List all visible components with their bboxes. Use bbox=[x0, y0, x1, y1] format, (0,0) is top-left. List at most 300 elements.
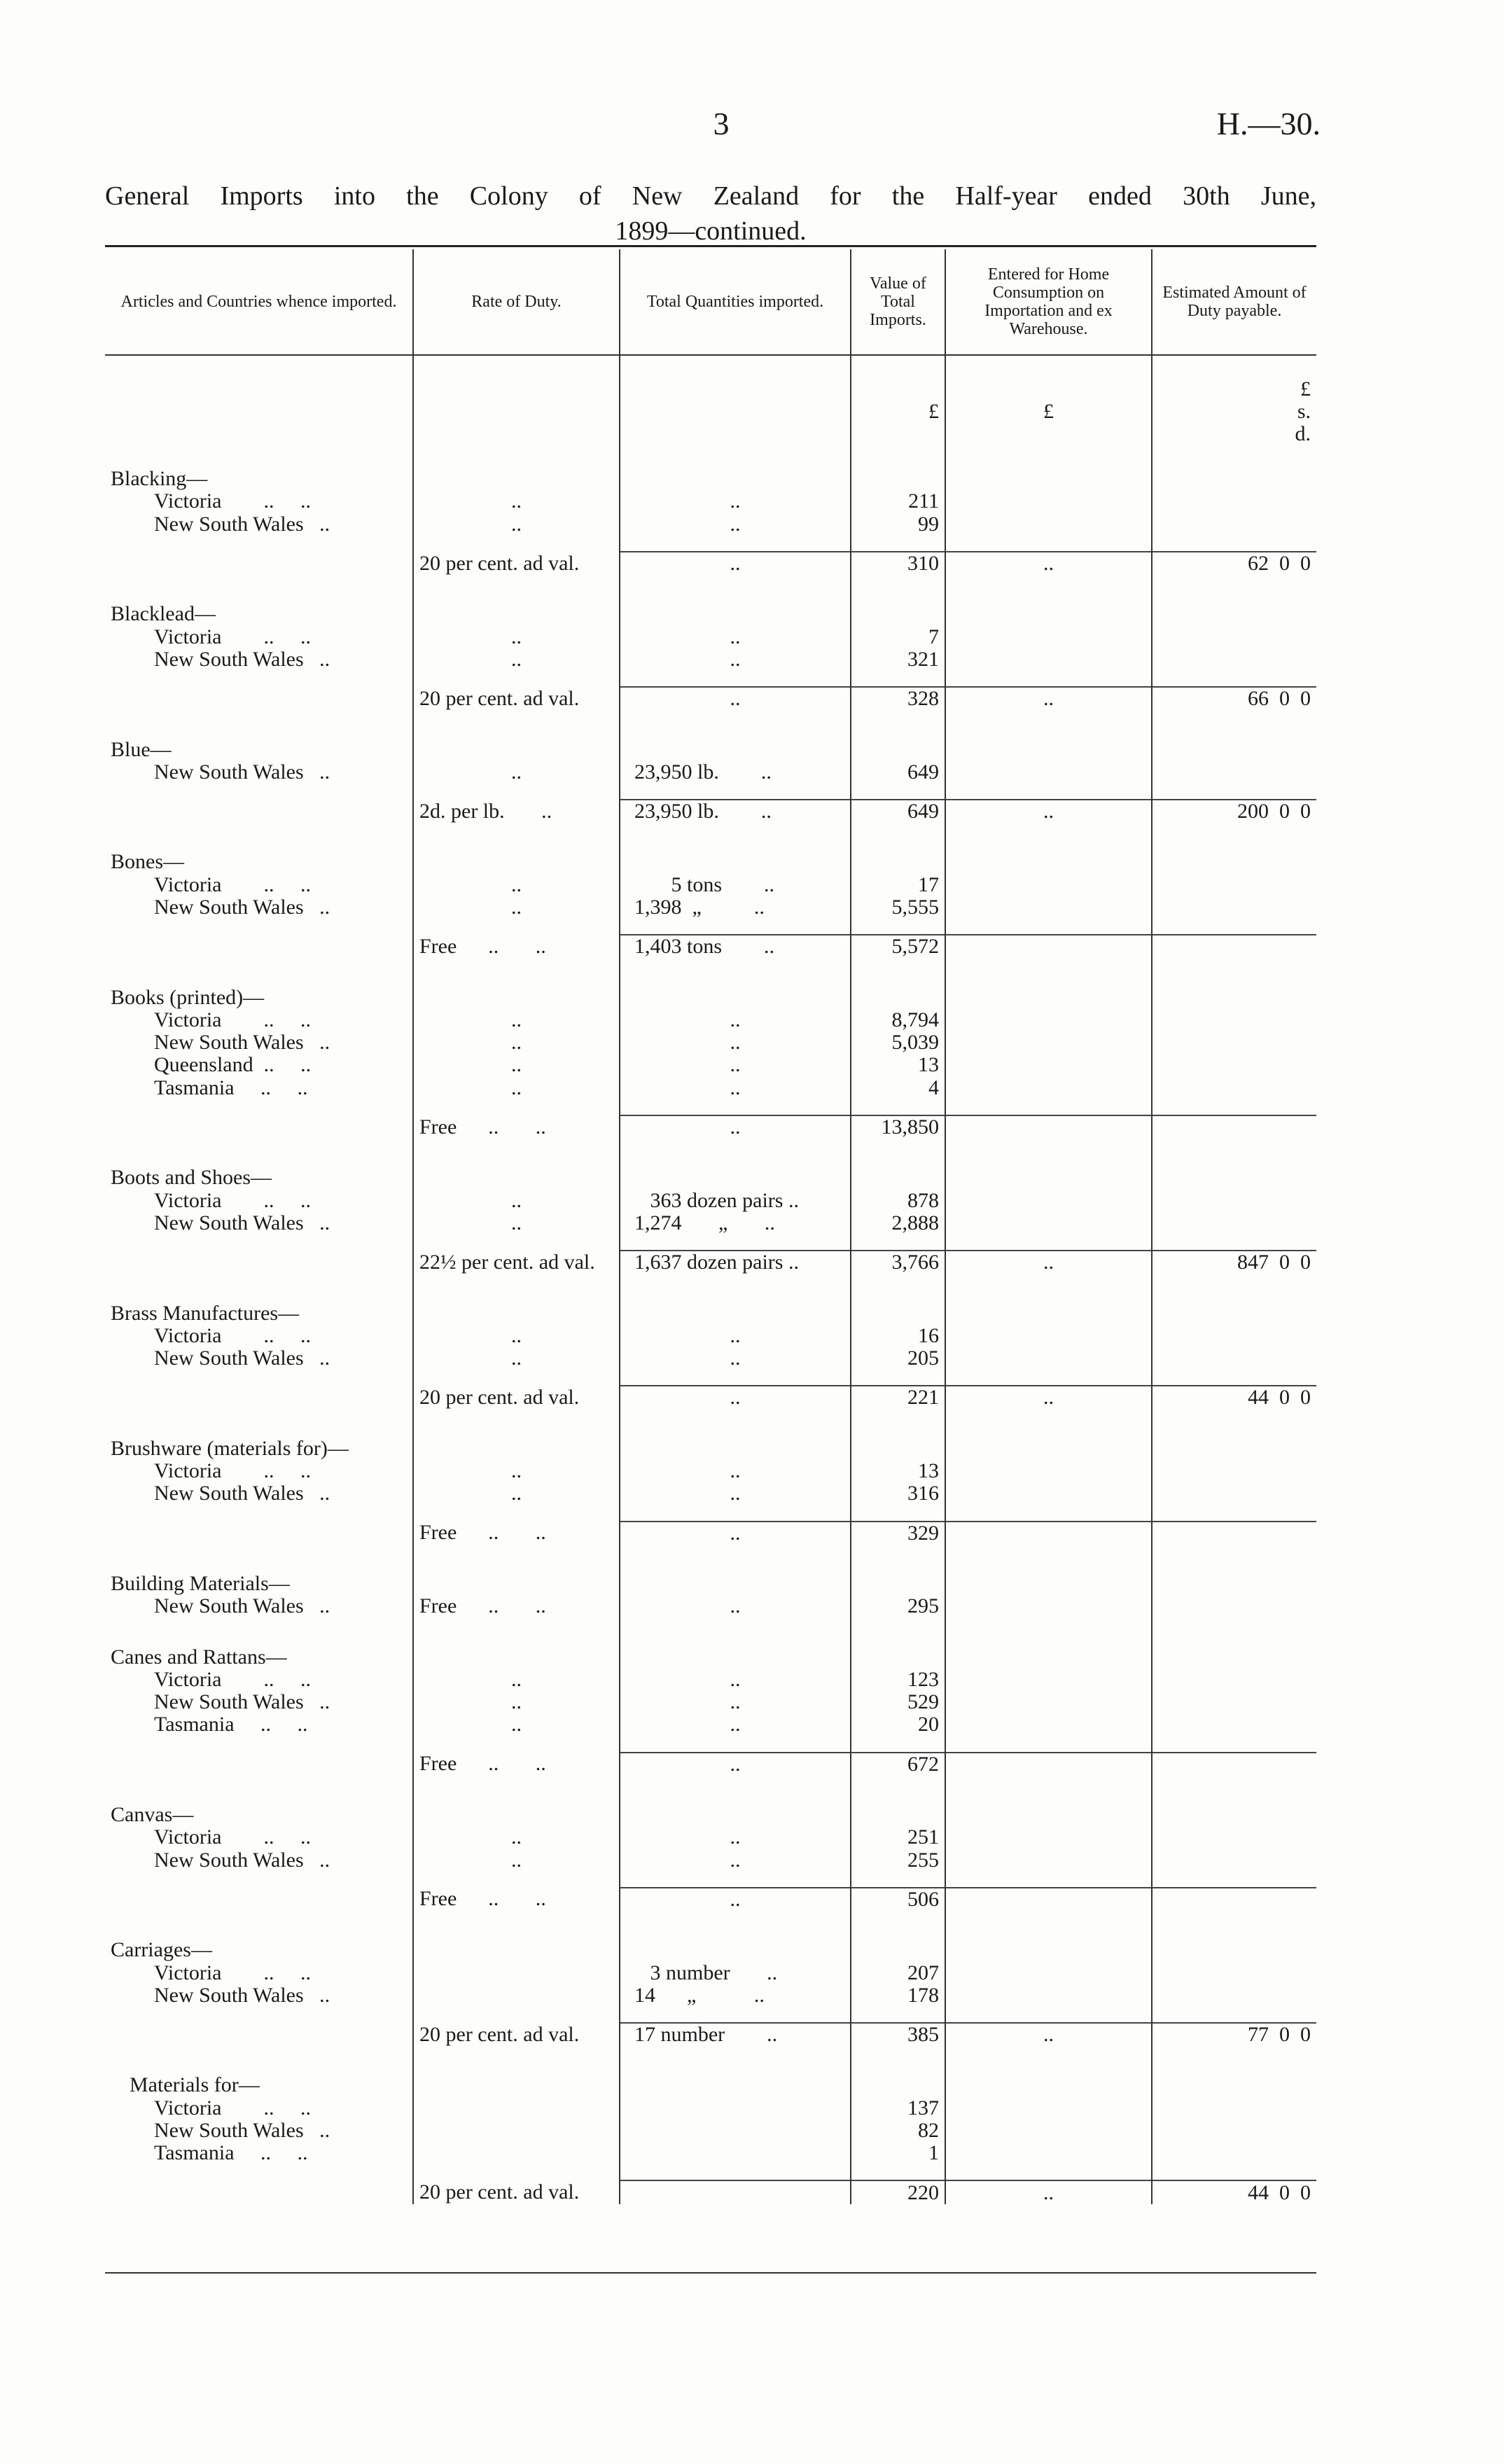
cell-value bbox=[851, 536, 945, 552]
title-line-2: 1899—continued. bbox=[615, 216, 807, 246]
cell-entered bbox=[945, 1054, 1152, 1076]
cell-article: Victoria .. .. bbox=[154, 2096, 311, 2120]
cell-value: 2,888 bbox=[851, 1212, 945, 1234]
cell-value: 316 bbox=[851, 1482, 945, 1505]
cell-article: New South Wales .. bbox=[154, 2118, 330, 2142]
category-row bbox=[105, 1804, 1316, 1826]
cell-article: New South Wales .. bbox=[154, 1482, 330, 1505]
cell-article: Tasmania .. .. bbox=[154, 1076, 308, 1099]
cell-duty bbox=[1152, 2046, 1316, 2074]
category-row bbox=[105, 1302, 1316, 1324]
cell-value: 220 bbox=[851, 2180, 945, 2204]
cell-rate: .. bbox=[413, 1054, 620, 1076]
cell-rate bbox=[413, 784, 620, 800]
cell-quantity bbox=[620, 1274, 851, 1302]
cell-entered bbox=[945, 1505, 1152, 1522]
imports-table bbox=[105, 249, 1316, 2204]
cell-quantity: .. bbox=[620, 1826, 851, 1849]
cell-rate bbox=[413, 1645, 620, 1668]
cell-article: Brushware (materials for)— bbox=[111, 1436, 349, 1460]
cell-quantity bbox=[620, 851, 851, 873]
cell-article: Building Materials— bbox=[111, 1571, 290, 1595]
cell-quantity bbox=[620, 1234, 851, 1251]
cell-value bbox=[851, 1410, 945, 1438]
cell-duty bbox=[1152, 958, 1316, 986]
cell-rate: .. bbox=[413, 1482, 620, 1505]
country-row bbox=[105, 490, 1316, 513]
cell-duty bbox=[1152, 738, 1316, 760]
cell-article bbox=[105, 2164, 413, 2180]
cell-entered: .. bbox=[945, 2180, 1152, 2204]
cell-article bbox=[105, 1505, 413, 1522]
cell-rate: .. bbox=[413, 896, 620, 919]
cell-quantity bbox=[620, 958, 851, 986]
cell-rate bbox=[413, 468, 620, 490]
cell-value: 251 bbox=[851, 1826, 945, 1849]
cell-value bbox=[851, 2046, 945, 2074]
cell-duty bbox=[1152, 513, 1316, 536]
cell-quantity: .. bbox=[620, 1691, 851, 1713]
subcategory-row bbox=[105, 2074, 1316, 2096]
cell-duty: 77 0 0 bbox=[1152, 2023, 1316, 2046]
cell-duty bbox=[1152, 1325, 1316, 1347]
page-number: 3 bbox=[713, 106, 730, 141]
country-row bbox=[105, 1031, 1316, 1054]
cell-rate bbox=[413, 919, 620, 935]
row-gap bbox=[105, 1234, 1316, 1251]
cell-value bbox=[851, 1505, 945, 1522]
cell-duty bbox=[1152, 761, 1316, 784]
cell-rate bbox=[413, 1984, 620, 2007]
cell-value: 255 bbox=[851, 1849, 945, 1871]
cell-entered bbox=[945, 2046, 1152, 2074]
cell-quantity bbox=[620, 1872, 851, 1888]
cell-article: Victoria .. .. bbox=[154, 489, 311, 513]
cell-value bbox=[851, 1872, 945, 1888]
country-row bbox=[105, 2097, 1316, 2120]
country-row bbox=[105, 1347, 1316, 1370]
cell-duty: 200 0 0 bbox=[1152, 800, 1316, 823]
cell-rate bbox=[413, 1911, 620, 1939]
cell-quantity: 14 „ .. bbox=[620, 1984, 851, 2007]
cell-rate bbox=[413, 1776, 620, 1804]
cell-rate bbox=[413, 1302, 620, 1324]
cell-article: New South Wales .. bbox=[154, 760, 330, 784]
cell-value: 506 bbox=[851, 1888, 945, 1911]
cell-quantity: 23,950 lb. .. bbox=[620, 761, 851, 784]
country-row bbox=[105, 874, 1316, 896]
cell-article bbox=[105, 1139, 413, 1167]
cell-duty bbox=[1152, 1115, 1316, 1139]
cell-entered bbox=[945, 1595, 1152, 1617]
cell-value bbox=[851, 1370, 945, 1386]
cell-entered: .. bbox=[945, 800, 1152, 823]
cell-entered bbox=[945, 1804, 1152, 1826]
cell-entered bbox=[945, 575, 1152, 603]
cell-quantity: 17 number .. bbox=[620, 2023, 851, 2046]
cell-quantity: .. bbox=[620, 687, 851, 710]
cell-entered bbox=[945, 784, 1152, 800]
row-spacer bbox=[105, 710, 1316, 738]
cell-value bbox=[851, 784, 945, 800]
total-row bbox=[105, 552, 1316, 575]
cell-rate: .. bbox=[413, 1713, 620, 1736]
cell-duty bbox=[1152, 1139, 1316, 1167]
title-line-1: General Imports into the Colony of New Zealand for the Half-year ended 30th June, bbox=[105, 181, 1316, 211]
cell-entered: .. bbox=[945, 687, 1152, 710]
cell-duty bbox=[1152, 1961, 1316, 1984]
cell-rate: .. bbox=[413, 761, 620, 784]
cell-entered bbox=[945, 874, 1152, 896]
cell-duty bbox=[1152, 1872, 1316, 1888]
cell-value bbox=[851, 1617, 945, 1645]
country-row bbox=[105, 1826, 1316, 1849]
cell-duty bbox=[1152, 1370, 1316, 1386]
cell-rate: 20 per cent. ad val. bbox=[413, 2180, 620, 2204]
cell-value bbox=[851, 1736, 945, 1753]
cell-duty bbox=[1152, 1804, 1316, 1826]
cell-duty bbox=[1152, 1939, 1316, 1961]
cell-value: 672 bbox=[851, 1753, 945, 1776]
cell-duty bbox=[1152, 490, 1316, 513]
cell-quantity bbox=[620, 1505, 851, 1522]
cell-rate bbox=[413, 603, 620, 625]
cell-rate bbox=[413, 1573, 620, 1595]
cell-article bbox=[105, 1776, 413, 1804]
cell-article bbox=[105, 1099, 413, 1115]
cell-duty: 66 0 0 bbox=[1152, 687, 1316, 710]
cell-quantity: 363 dozen pairs .. bbox=[620, 1190, 851, 1212]
cell-entered bbox=[945, 2074, 1152, 2096]
cell-entered bbox=[945, 958, 1152, 986]
cell-quantity: 1,398 „ .. bbox=[620, 896, 851, 919]
country-row bbox=[105, 1460, 1316, 1482]
cell-rate bbox=[413, 2164, 620, 2180]
cell-article: Blacklead— bbox=[111, 602, 216, 626]
cell-rate: .. bbox=[413, 1212, 620, 1234]
row-spacer bbox=[105, 2046, 1316, 2074]
cell-duty bbox=[1152, 1438, 1316, 1460]
cell-article: New South Wales .. bbox=[154, 1690, 330, 1714]
cell-value bbox=[851, 1167, 945, 1189]
col-header-value: Value of Total Imports. bbox=[851, 249, 945, 355]
country-row bbox=[105, 1190, 1316, 1212]
cell-rate bbox=[413, 1167, 620, 1189]
cell-duty bbox=[1152, 935, 1316, 958]
cell-value: 878 bbox=[851, 1190, 945, 1212]
cell-rate: .. bbox=[413, 1077, 620, 1099]
cell-value: 295 bbox=[851, 1595, 945, 1617]
cell-value: 211 bbox=[851, 490, 945, 513]
cell-value bbox=[851, 986, 945, 1008]
cell-quantity bbox=[620, 575, 851, 603]
cell-value: 13,850 bbox=[851, 1115, 945, 1139]
cell-quantity: 5 tons .. bbox=[620, 874, 851, 896]
document-code: H.—30. bbox=[1216, 106, 1321, 141]
cell-quantity bbox=[620, 603, 851, 625]
cell-entered bbox=[945, 1099, 1152, 1115]
cell-entered bbox=[945, 919, 1152, 935]
cell-entered bbox=[945, 1691, 1152, 1713]
cell-article bbox=[105, 919, 413, 935]
cell-duty bbox=[1152, 896, 1316, 919]
cell-rate bbox=[413, 2097, 620, 2120]
cell-duty bbox=[1152, 1545, 1316, 1573]
cell-duty bbox=[1152, 1099, 1316, 1115]
cell-value bbox=[851, 575, 945, 603]
cell-quantity bbox=[620, 1139, 851, 1167]
cell-article: New South Wales .. bbox=[154, 1594, 330, 1618]
cell-entered bbox=[945, 1460, 1152, 1482]
row-spacer bbox=[105, 1410, 1316, 1438]
row-spacer bbox=[105, 823, 1316, 851]
cell-quantity bbox=[620, 1370, 851, 1386]
entered-currency: £ bbox=[945, 355, 1152, 468]
cell-entered bbox=[945, 1669, 1152, 1691]
cell-entered bbox=[945, 1438, 1152, 1460]
cell-rate: .. bbox=[413, 625, 620, 648]
cell-entered bbox=[945, 851, 1152, 873]
cell-value: 178 bbox=[851, 1984, 945, 2007]
cell-article: Queensland .. .. bbox=[154, 1053, 312, 1077]
cell-value bbox=[851, 671, 945, 687]
cell-quantity bbox=[620, 710, 851, 738]
cell-duty bbox=[1152, 2120, 1316, 2142]
cell-value bbox=[851, 1545, 945, 1573]
cell-quantity: 3 number .. bbox=[620, 1961, 851, 1984]
cell-duty bbox=[1152, 1460, 1316, 1482]
cell-rate: .. bbox=[413, 1190, 620, 1212]
cell-duty bbox=[1152, 1482, 1316, 1505]
cell-entered bbox=[945, 1370, 1152, 1386]
cell-rate bbox=[413, 1099, 620, 1115]
cell-duty bbox=[1152, 874, 1316, 896]
cell-entered bbox=[945, 1713, 1152, 1736]
table-body bbox=[105, 355, 1316, 2204]
cell-rate: .. bbox=[413, 1849, 620, 1871]
cell-entered bbox=[945, 1736, 1152, 1753]
country-row bbox=[105, 1077, 1316, 1099]
category-row bbox=[105, 1939, 1316, 1961]
cell-duty bbox=[1152, 1522, 1316, 1545]
total-row bbox=[105, 1386, 1316, 1409]
cell-quantity: 23,950 lb. .. bbox=[620, 800, 851, 823]
cell-quantity: .. bbox=[620, 1595, 851, 1617]
cell-rate bbox=[413, 1617, 620, 1645]
country-row bbox=[105, 1212, 1316, 1234]
cell-value bbox=[851, 919, 945, 935]
cell-entered bbox=[945, 1911, 1152, 1939]
cell-duty bbox=[1152, 1077, 1316, 1099]
cell-rate bbox=[413, 958, 620, 986]
cell-rate bbox=[413, 1139, 620, 1167]
cell-article: Victoria .. .. bbox=[154, 1667, 311, 1691]
cell-rate bbox=[413, 1736, 620, 1753]
cell-quantity: .. bbox=[620, 1325, 851, 1347]
cell-entered bbox=[945, 1872, 1152, 1888]
country-row bbox=[105, 1984, 1316, 2007]
country-row bbox=[105, 1009, 1316, 1031]
cell-rate bbox=[413, 1505, 620, 1522]
cell-quantity: .. bbox=[620, 1849, 851, 1871]
cell-article: Canes and Rattans— bbox=[111, 1645, 287, 1669]
cell-quantity bbox=[620, 1939, 851, 1961]
cell-quantity bbox=[620, 1645, 851, 1668]
page-header bbox=[0, 105, 1504, 147]
cell-rate: 20 per cent. ad val. bbox=[413, 552, 620, 575]
cell-duty bbox=[1152, 1505, 1316, 1522]
cell-entered bbox=[945, 671, 1152, 687]
cell-entered bbox=[945, 625, 1152, 648]
cell-value bbox=[851, 2164, 945, 2180]
cell-article: New South Wales .. bbox=[154, 1346, 330, 1370]
cell-entered bbox=[945, 1234, 1152, 1251]
cell-value bbox=[851, 823, 945, 851]
cell-value: 20 bbox=[851, 1713, 945, 1736]
cell-duty bbox=[1152, 1776, 1316, 1804]
cell-rate: .. bbox=[413, 1009, 620, 1031]
total-row bbox=[105, 1115, 1316, 1139]
cell-quantity: .. bbox=[620, 1753, 851, 1776]
cell-value: 329 bbox=[851, 1522, 945, 1545]
row-gap bbox=[105, 1872, 1316, 1888]
cell-quantity bbox=[620, 1617, 851, 1645]
total-row bbox=[105, 2180, 1316, 2204]
row-spacer bbox=[105, 575, 1316, 603]
cell-rate bbox=[413, 710, 620, 738]
cell-article: Materials for— bbox=[130, 2073, 260, 2097]
cell-value bbox=[851, 1911, 945, 1939]
cell-duty bbox=[1152, 1849, 1316, 1871]
col-header-duty: Estimated Amount of Duty payable. bbox=[1152, 249, 1316, 355]
cell-entered bbox=[945, 2142, 1152, 2164]
cell-article bbox=[105, 935, 413, 958]
row-gap bbox=[105, 1370, 1316, 1386]
cell-value bbox=[851, 1776, 945, 1804]
cell-duty bbox=[1152, 1669, 1316, 1691]
cell-duty bbox=[1152, 1645, 1316, 1668]
cell-quantity: .. bbox=[620, 1713, 851, 1736]
cell-article bbox=[105, 784, 413, 800]
cell-quantity: .. bbox=[620, 1115, 851, 1139]
cell-entered bbox=[945, 1888, 1152, 1911]
cell-duty bbox=[1152, 1595, 1316, 1617]
cell-quantity: .. bbox=[620, 490, 851, 513]
cell-quantity: .. bbox=[620, 1669, 851, 1691]
category-row bbox=[105, 986, 1316, 1008]
cell-article: New South Wales .. bbox=[154, 1983, 330, 2007]
cell-article: New South Wales .. bbox=[154, 1031, 330, 1054]
row-spacer bbox=[105, 1274, 1316, 1302]
cell-value bbox=[851, 1099, 945, 1115]
cell-article: Books (printed)— bbox=[111, 985, 265, 1009]
cell-article bbox=[105, 552, 413, 575]
cell-duty bbox=[1152, 986, 1316, 1008]
cell-value: 16 bbox=[851, 1325, 945, 1347]
cell-rate bbox=[413, 738, 620, 760]
cell-value bbox=[851, 738, 945, 760]
country-row bbox=[105, 1849, 1316, 1871]
cell-duty bbox=[1152, 1736, 1316, 1753]
cell-article bbox=[105, 2007, 413, 2023]
cell-entered bbox=[945, 1961, 1152, 1984]
cell-duty bbox=[1152, 851, 1316, 873]
cell-entered bbox=[945, 2007, 1152, 2023]
cell-duty bbox=[1152, 648, 1316, 671]
cell-entered bbox=[945, 648, 1152, 671]
cell-entered bbox=[945, 823, 1152, 851]
cell-quantity bbox=[620, 2046, 851, 2074]
country-row bbox=[105, 625, 1316, 648]
cell-article: Victoria .. .. bbox=[154, 1008, 311, 1031]
cell-rate bbox=[413, 575, 620, 603]
row-gap bbox=[105, 1099, 1316, 1115]
row-spacer bbox=[105, 1911, 1316, 1939]
cell-entered bbox=[945, 1545, 1152, 1573]
cell-duty bbox=[1152, 1234, 1316, 1251]
cell-article: Victoria .. .. bbox=[154, 872, 311, 896]
cell-duty bbox=[1152, 1753, 1316, 1776]
cell-duty bbox=[1152, 1190, 1316, 1212]
cell-value: 123 bbox=[851, 1669, 945, 1691]
cell-value: 137 bbox=[851, 2097, 945, 2120]
cell-quantity bbox=[620, 1573, 851, 1595]
col-header-rate: Rate of Duty. bbox=[413, 249, 620, 355]
cell-article bbox=[105, 1234, 413, 1251]
cell-entered: .. bbox=[945, 1251, 1152, 1274]
cell-rate bbox=[413, 2142, 620, 2164]
cell-entered bbox=[945, 1212, 1152, 1234]
cell-value bbox=[851, 2074, 945, 2096]
cell-rate bbox=[413, 1804, 620, 1826]
cell-value bbox=[851, 1573, 945, 1595]
cell-article bbox=[105, 1753, 413, 1776]
cell-value bbox=[851, 1645, 945, 1668]
cell-quantity: 1,637 dozen pairs .. bbox=[620, 1251, 851, 1274]
cell-quantity bbox=[620, 536, 851, 552]
cell-value: 649 bbox=[851, 800, 945, 823]
cell-entered bbox=[945, 896, 1152, 919]
cell-entered bbox=[945, 1939, 1152, 1961]
cell-value: 205 bbox=[851, 1347, 945, 1370]
cell-entered bbox=[945, 761, 1152, 784]
cell-rate: Free .. .. bbox=[413, 1888, 620, 1911]
cell-quantity: .. bbox=[620, 625, 851, 648]
row-gap bbox=[105, 2007, 1316, 2023]
country-row bbox=[105, 1961, 1316, 1984]
cell-entered bbox=[945, 490, 1152, 513]
cell-value bbox=[851, 1438, 945, 1460]
cell-duty bbox=[1152, 2142, 1316, 2164]
cell-quantity: .. bbox=[620, 1054, 851, 1076]
cell-duty bbox=[1152, 603, 1316, 625]
cell-rate bbox=[413, 823, 620, 851]
row-gap bbox=[105, 671, 1316, 687]
row-gap bbox=[105, 784, 1316, 800]
cell-rate bbox=[413, 671, 620, 687]
cell-value bbox=[851, 1302, 945, 1324]
cell-quantity bbox=[620, 2120, 851, 2142]
cell-rate: .. bbox=[413, 1826, 620, 1849]
category-row bbox=[105, 603, 1316, 625]
cell-entered bbox=[945, 1077, 1152, 1099]
cell-value bbox=[851, 468, 945, 490]
cell-entered bbox=[945, 1031, 1152, 1054]
cell-entered bbox=[945, 1849, 1152, 1871]
cell-article: Victoria .. .. bbox=[154, 1825, 311, 1849]
cell-rate: .. bbox=[413, 513, 620, 536]
total-row bbox=[105, 1753, 1316, 1776]
